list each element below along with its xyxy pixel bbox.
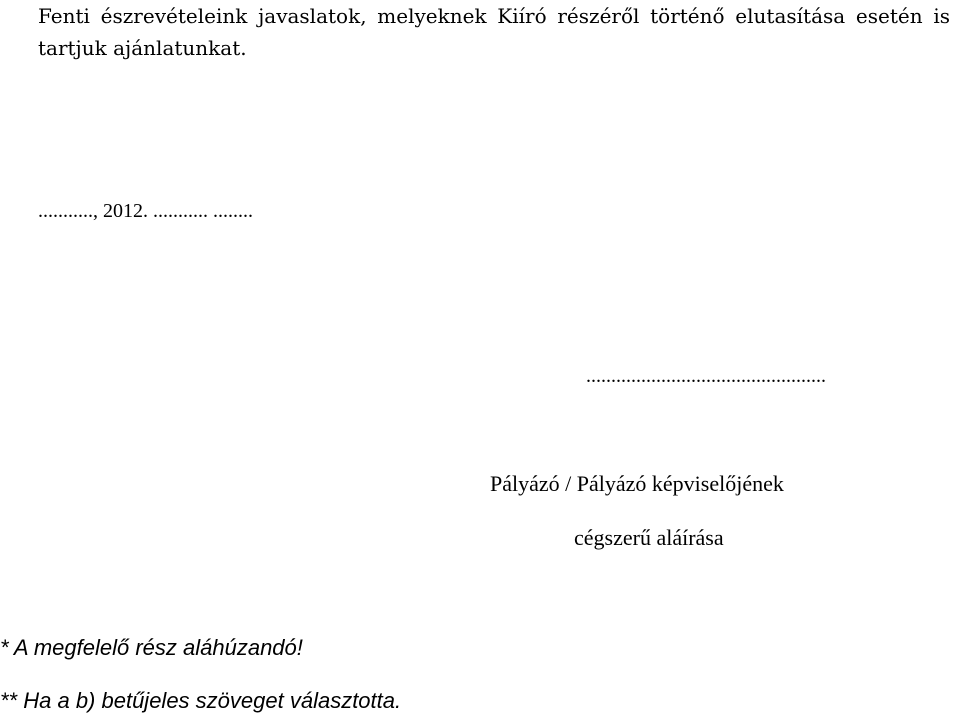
intro-paragraph: Fenti észrevételeink javaslatok, melyeknek Kiíró részéről történő elutasítása esetén is tartjuk ajánlatunkat. [38, 4, 950, 60]
signature-title-line1: Pályázó / Pályázó képviselőjének [490, 471, 784, 496]
footnote-2: ** Ha a b) betűjeles szöveget választotta. [0, 688, 402, 713]
signature-dotted-line: ................................................ [586, 365, 826, 387]
footnote-1: * A megfelelő rész aláhúzandó! [0, 635, 303, 660]
signature-title-line2: cégszerű aláírása [574, 525, 724, 550]
date-line: ..........., 2012. ........... ........ [38, 200, 253, 222]
